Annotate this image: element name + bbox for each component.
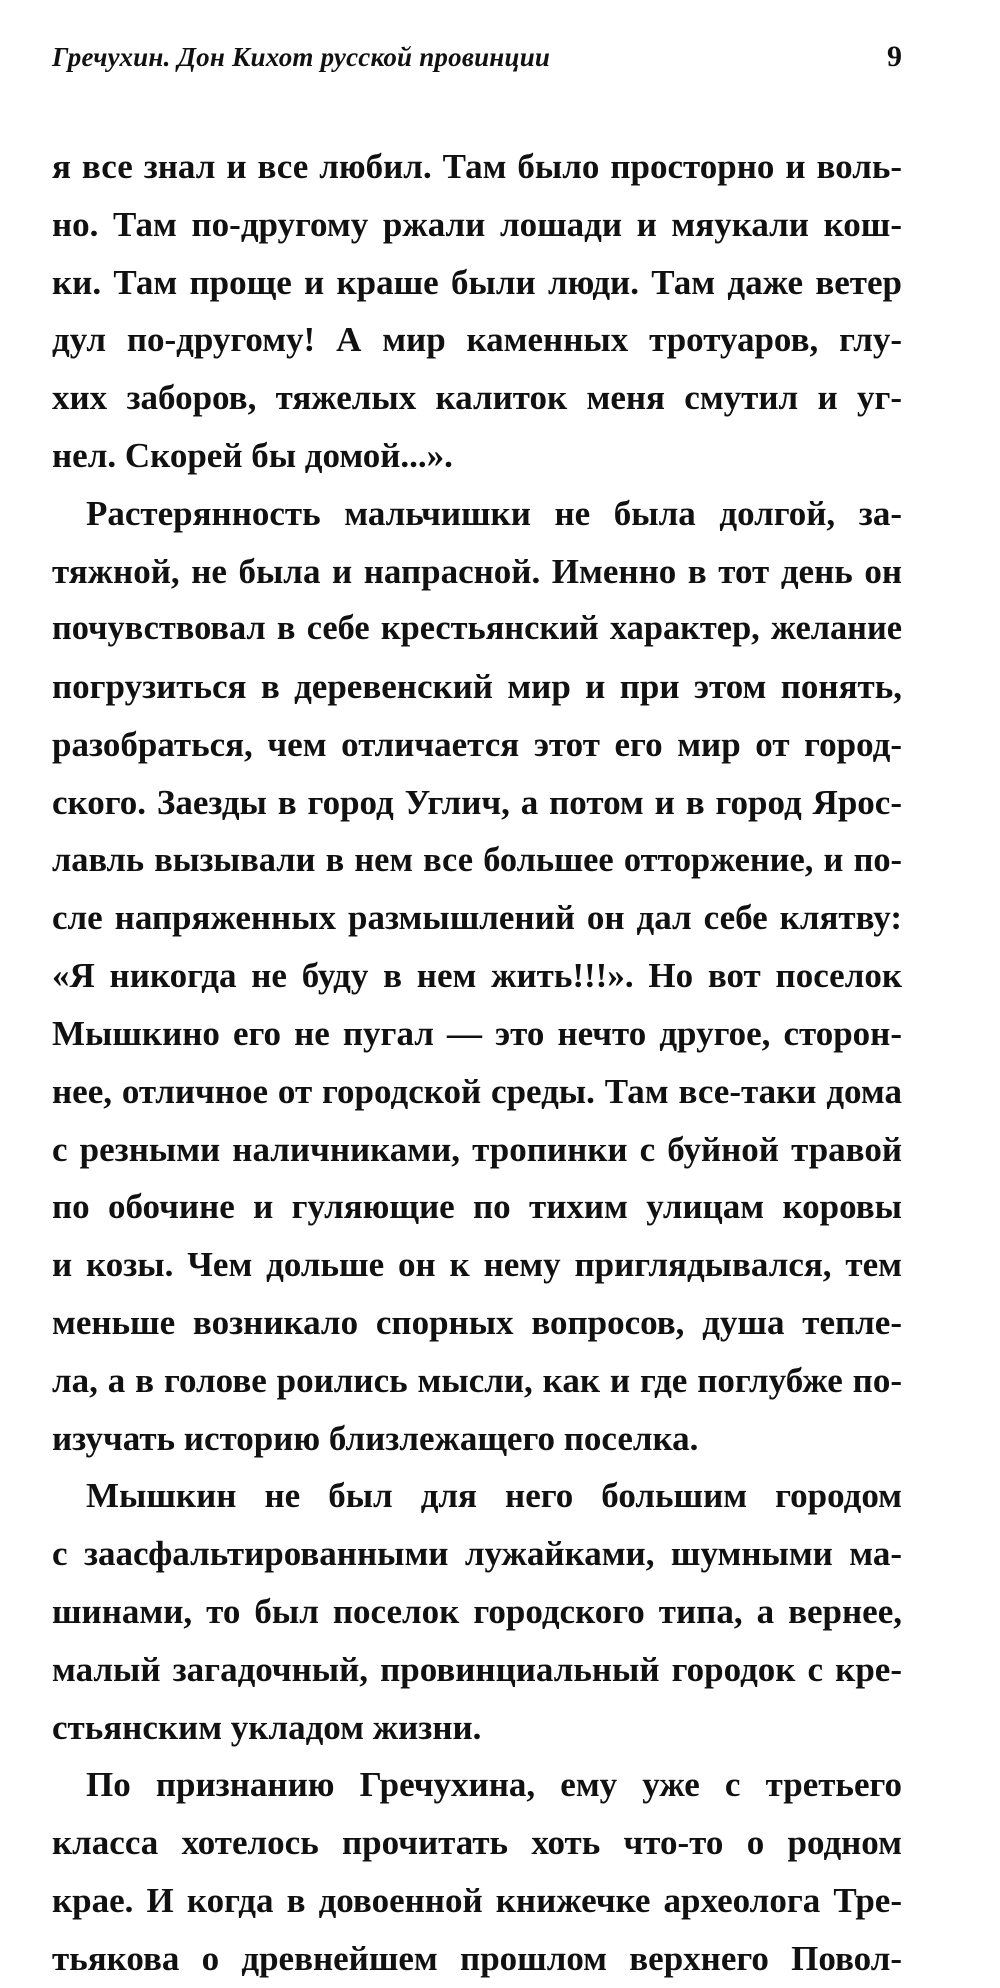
text-line: по обочине и гуляющие по тихим улицам коровы [52,1187,902,1227]
text-line: класса хотелось прочитать хоть что-то о родном [52,1823,902,1863]
text-line: и козы. Чем дольше он к нему приглядывался, тем [52,1245,902,1285]
running-head [52,40,902,84]
text-line: ла, а в голове роились мысли, как и где поглубже по- [52,1360,902,1400]
text-line: «Я никогда не буду в нем жить!!!». Но вот поселок [52,956,902,996]
text-line: стьянским укладом жизни. [52,1707,482,1747]
text-line: нее, отличное от городской среды. Там все-таки дома [52,1071,902,1111]
text-line: шинами, то был поселок городского типа, а вернее, [52,1591,902,1631]
text-line: малый загадочный, провинциальный городок с кре- [52,1649,902,1689]
text-line: с резными наличниками, тропинки с буйной травой [52,1129,902,1169]
text-line: дул по-другому! А мир каменных тротуаров, глу- [52,320,902,360]
text-line: сле напряженных размышлений он дал себе клятву: [52,898,902,938]
text-line: почувствовал в себе крестьянский характер, желание [52,609,902,648]
text-line: я все знал и все любил. Там было просторно и воль- [52,147,902,186]
running-title: Гречухин. Дон Кихот русской провинции [52,42,551,72]
text-line: ки. Там проще и краше были люди. Там даже ветер [52,262,902,302]
text-line: Мышкино его не пугал — это нечто другое, сторон- [52,1013,902,1053]
text-line: ского. Заезды в город Углич, а потом и в город Ярос- [52,782,902,822]
paragraph-first-line: По признанию Гречухина, ему уже с третьего [86,1765,902,1805]
page-number: 9 [887,40,902,73]
text-line: погрузиться в деревенский мир и при этом понять, [52,667,902,707]
text-line: разобраться, чем отличается этот его мир от город- [52,724,902,764]
paragraph-first-line: Мышкин не был для него большим городом [86,1476,902,1516]
text-line: изучать историю близлежащего поселка. [52,1418,699,1458]
text-line: тяжной, не была и напрасной. Именно в тот день он [52,551,902,591]
paragraph-first-line: Растерянность мальчишки не была долгой, за- [86,493,902,533]
body-text [52,138,902,1988]
text-line: крае. И когда в довоенной книжечке археолога Тре- [52,1880,902,1920]
text-line: с заасфальтированными лужайками, шумными ма- [52,1534,902,1574]
text-line: нел. Скорей бы домой...». [52,435,453,475]
text-line: лавль вызывали в нем все большее отторжение, и по- [52,840,902,879]
text-line: но. Там по-другому ржали лошади и мяукали кош- [52,204,902,244]
text-line: тьякова о древнейшем прошлом верхнего Повол- [52,1938,902,1978]
text-line: хих заборов, тяжелых калиток меня смутил и уг- [52,378,902,418]
text-line: меньше возникало спорных вопросов, душа тепле- [52,1302,902,1342]
